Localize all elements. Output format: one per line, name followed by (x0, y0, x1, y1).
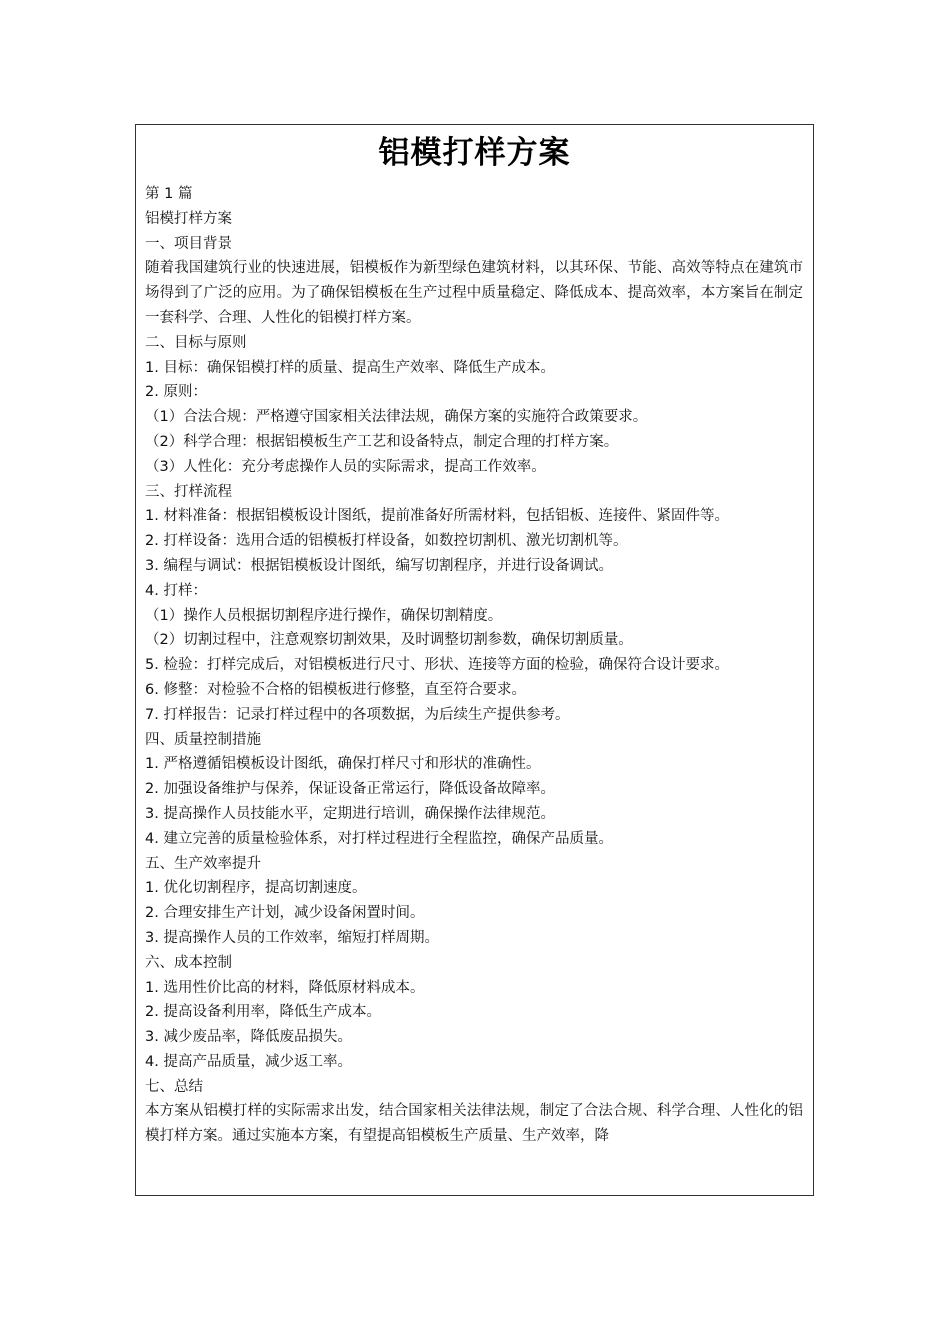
paragraph-line: 七、总结 (145, 1078, 203, 1095)
paragraph-line: （2）科学合理：根据铝模板生产工艺和设备特点，制定合理的打样方案。 (145, 433, 619, 450)
paragraph-line: 3. 编程与调试：根据铝模板设计图纸，编写切割程序，并进行设备调试。 (145, 557, 613, 574)
paragraph-line: 一、项目背景 (145, 235, 232, 252)
paragraph-line: 1. 优化切割程序，提高切割速度。 (145, 880, 367, 897)
paragraph-line: 第 1 篇 (145, 186, 193, 202)
paragraph-line: 2. 加强设备维护与保养，保证设备正常运行，降低设备故障率。 (145, 781, 555, 798)
paragraph-line: 2. 原则： (145, 384, 207, 401)
paragraph-line: 4. 提高产品质量，减少返工率。 (145, 1053, 352, 1070)
paragraph-line: 7. 打样报告：记录打样过程中的各项数据，为后续生产提供参考。 (145, 706, 570, 723)
paragraph-line: 五、生产效率提升 (145, 855, 261, 872)
paragraph-line: 2. 合理安排生产计划，减少设备闲置时间。 (145, 905, 425, 922)
document-frame (135, 124, 814, 1196)
paragraph-line: 六、成本控制 (145, 954, 232, 971)
document-body (136, 182, 813, 1149)
paragraph-line: 1. 选用性价比高的材料，降低原材料成本。 (145, 979, 425, 996)
paragraph-line: 三、打样流程 (145, 483, 232, 500)
paragraph-line: 四、质量控制措施 (145, 731, 261, 748)
paragraph-line: 4. 打样： (145, 582, 207, 599)
paragraph-line: 本方案从铝模打样的实际需求出发，结合国家相关法律法规，制定了合法合规、科学合理、人性化的铝模打样方案。通过实施本方案，有望提高铝模板生产质量、生产效率，降 (145, 1103, 803, 1145)
paragraph-line: （1）操作人员根据切割程序进行操作，确保切割精度。 (145, 607, 503, 624)
paragraph-line: 6. 修整：对检验不合格的铝模板进行修整，直至符合要求。 (145, 681, 526, 698)
paragraph-line: 随着我国建筑行业的快速进展，铝模板作为新型绿色建筑材料，以其环保、节能、高效等特点在建筑市场得到了广泛的应用。为了确保铝模板在生产过程中质量稳定、降低成本、提高效率，本方案旨在制定一套科学、合理、人性化的铝模打样方案。 (145, 260, 803, 326)
paragraph-line: 2. 打样设备：选用合适的铝模板打样设备，如数控切割机、激光切割机等。 (145, 533, 628, 550)
paragraph-line: 1. 材料准备：根据铝模板设计图纸，提前准备好所需材料，包括铝板、连接件、紧固件等。 (145, 508, 729, 525)
paragraph-line: 4. 建立完善的质量检验体系，对打样过程进行全程监控，确保产品质量。 (145, 830, 613, 847)
paragraph-line: （2）切割过程中，注意观察切割效果，及时调整切割参数，确保切割质量。 (145, 632, 633, 649)
paragraph-line: 1. 严格遵循铝模板设计图纸，确保打样尺寸和形状的准确性。 (145, 756, 541, 773)
paragraph-line: 3. 减少废品率，降低废品损失。 (145, 1029, 352, 1046)
paragraph-line: 3. 提高操作人员技能水平，定期进行培训，确保操作法律规范。 (145, 805, 555, 822)
paragraph-line: （1）合法合规：严格遵守国家相关法律法规，确保方案的实施符合政策要求。 (145, 409, 648, 426)
paragraph-line: 铝模打样方案 (145, 210, 232, 227)
paragraph-line: 5. 检验：打样完成后，对铝模板进行尺寸、形状、连接等方面的检验，确保符合设计要求。 (145, 657, 729, 674)
paragraph-line: 2. 提高设备利用率，降低生产成本。 (145, 1004, 381, 1021)
paragraph-line: 1. 目标：确保铝模打样的质量、提高生产效率、降低生产成本。 (145, 359, 555, 376)
paragraph-line: （3）人性化：充分考虑操作人员的实际需求，提高工作效率。 (145, 458, 546, 475)
paragraph-line: 3. 提高操作人员的工作效率，缩短打样周期。 (145, 929, 439, 946)
paragraph-line: 二、目标与原则 (145, 334, 247, 351)
document-title: 铝模打样方案 (378, 135, 571, 171)
